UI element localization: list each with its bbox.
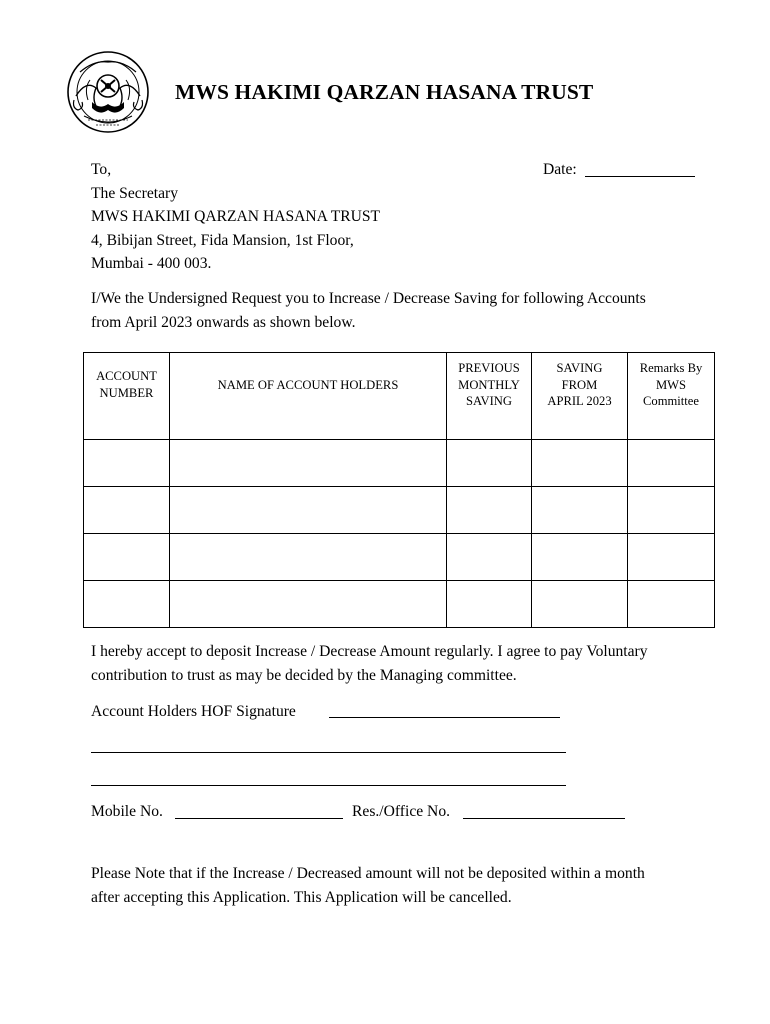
mobile-input-line[interactable] bbox=[175, 818, 343, 819]
new-saving-cell[interactable] bbox=[532, 487, 628, 534]
account-number-cell[interactable] bbox=[84, 440, 170, 487]
header-previous-saving: PREVIOUS MONTHLY SAVING bbox=[447, 353, 532, 440]
accounts-table bbox=[83, 352, 715, 628]
office-label: Res./Office No. bbox=[352, 803, 451, 820]
table-header-row bbox=[84, 353, 715, 440]
date-label: Date: bbox=[543, 161, 577, 178]
account-holder-cell[interactable] bbox=[170, 581, 447, 628]
signature-extra-line-2[interactable] bbox=[91, 785, 566, 786]
previous-saving-cell[interactable] bbox=[447, 534, 532, 581]
date-input-line[interactable] bbox=[585, 176, 695, 177]
account-holder-cell[interactable] bbox=[170, 534, 447, 581]
addressee-street: 4, Bibijan Street, Fida Mansion, 1st Floor, bbox=[91, 231, 354, 249]
account-holder-cell[interactable] bbox=[170, 440, 447, 487]
account-number-cell[interactable] bbox=[84, 487, 170, 534]
header-account-number: ACCOUNT NUMBER bbox=[84, 353, 170, 440]
acceptance-paragraph bbox=[91, 640, 648, 687]
header-account-holders: NAME OF ACCOUNT HOLDERS bbox=[170, 353, 447, 440]
account-number-cell[interactable] bbox=[84, 534, 170, 581]
addressee-org: MWS HAKIMI QARZAN HASANA TRUST bbox=[91, 208, 381, 225]
acceptance-line-2: contribution to trust as may be decided by the Managing committee. bbox=[91, 666, 517, 684]
header-saving-from: SAVING FROM APRIL 2023 bbox=[532, 353, 628, 440]
acceptance-line-1: I hereby accept to deposit Increase / Decrease Amount regularly. I agree to pay Voluntary bbox=[91, 643, 648, 660]
header-remarks: Remarks By MWS Committee bbox=[628, 353, 715, 440]
account-number-cell[interactable] bbox=[84, 581, 170, 628]
table-row bbox=[84, 534, 715, 581]
new-saving-cell[interactable] bbox=[532, 440, 628, 487]
remarks-cell[interactable] bbox=[628, 487, 715, 534]
signature-line[interactable] bbox=[329, 717, 560, 718]
signature-extra-line-1[interactable] bbox=[91, 752, 566, 753]
addressee-city: Mumbai - 400 003. bbox=[91, 255, 212, 272]
request-line-1: I/We the Undersigned Request you to Increase / Decrease Saving for following Accounts bbox=[91, 290, 646, 307]
previous-saving-cell[interactable] bbox=[447, 440, 532, 487]
signature-label: Account Holders HOF Signature bbox=[91, 703, 296, 720]
note-paragraph bbox=[91, 862, 645, 909]
account-holder-cell[interactable] bbox=[170, 487, 447, 534]
previous-saving-cell[interactable] bbox=[447, 487, 532, 534]
addressee-title: The Secretary bbox=[91, 184, 179, 202]
note-line-2: after accepting this Application. This Application will be cancelled. bbox=[91, 888, 512, 906]
date-field bbox=[543, 158, 577, 182]
table-row bbox=[84, 487, 715, 534]
new-saving-cell[interactable] bbox=[532, 581, 628, 628]
table-row bbox=[84, 581, 715, 628]
request-line-2: from April 2023 onwards as shown below. bbox=[91, 313, 356, 331]
trust-emblem-icon bbox=[66, 50, 150, 134]
new-saving-cell[interactable] bbox=[532, 534, 628, 581]
remarks-cell[interactable] bbox=[628, 440, 715, 487]
office-input-line[interactable] bbox=[463, 818, 625, 819]
contact-row bbox=[91, 800, 163, 824]
table-row bbox=[84, 440, 715, 487]
request-paragraph bbox=[91, 287, 646, 334]
addressee-block bbox=[91, 158, 380, 276]
org-title: MWS HAKIMI QARZAN HASANA TRUST bbox=[175, 80, 594, 104]
previous-saving-cell[interactable] bbox=[447, 581, 532, 628]
mobile-label: Mobile No. bbox=[91, 803, 163, 820]
note-line-1: Please Note that if the Increase / Decreased amount will not be deposited within a month bbox=[91, 865, 645, 882]
to-label: To, bbox=[91, 161, 112, 178]
remarks-cell[interactable] bbox=[628, 534, 715, 581]
remarks-cell[interactable] bbox=[628, 581, 715, 628]
